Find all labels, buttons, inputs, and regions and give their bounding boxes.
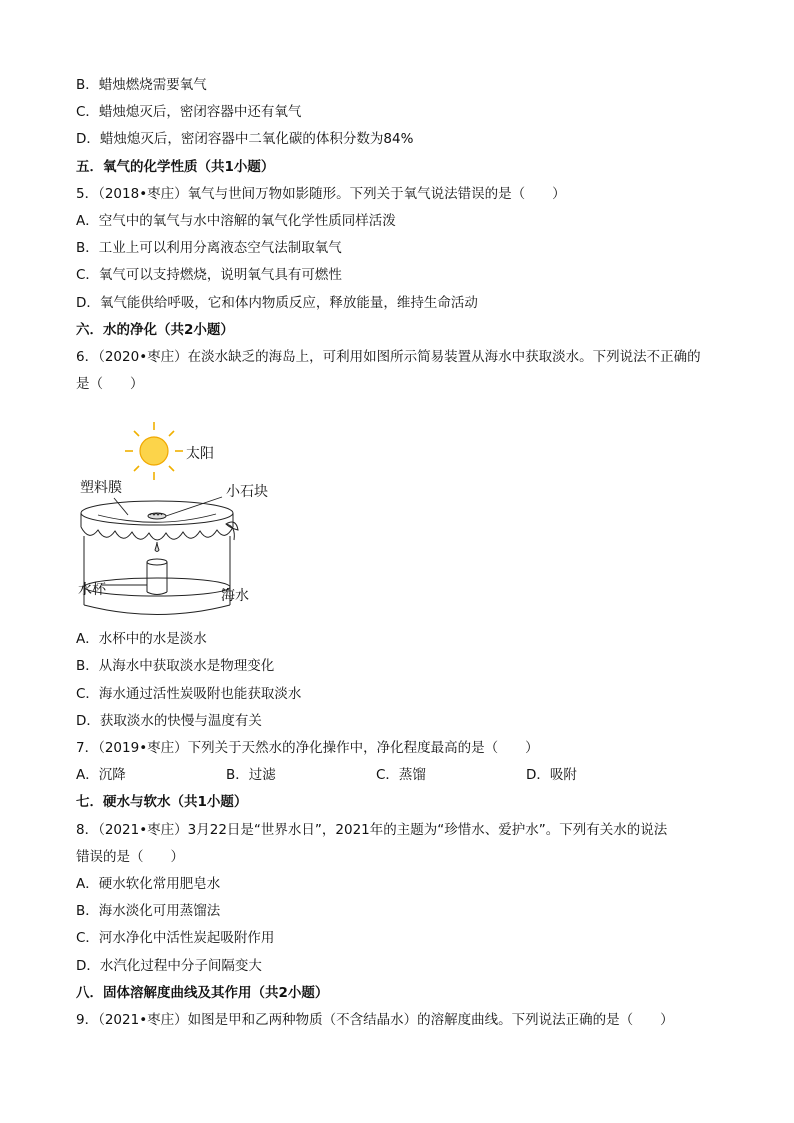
q8-option-a: A．硬水软化常用肥皂水: [76, 875, 221, 892]
label-seawater: 海水: [221, 588, 249, 605]
label-plastic-film: 塑料膜: [80, 480, 122, 497]
q5-option-b: B．工业上可以利用分离液态空气法制取氧气: [76, 240, 342, 257]
q5-option-a: A．空气中的氧气与水中溶解的氧气化学性质同样活泼: [76, 212, 396, 229]
q4-option-c: C．蜡烛熄灭后，密闭容器中还有氧气: [76, 104, 302, 121]
desalination-apparatus-drawing: [76, 400, 336, 626]
q7-options: [76, 762, 726, 789]
q9-stem: 9．（2021•枣庄）如图是甲和乙两种物质（不含结晶水）的溶解度曲线。下列说法正确的是（ ）: [76, 1011, 674, 1028]
q6-stem-line2: 是（ ）: [76, 376, 144, 393]
label-leader-lines: [102, 497, 230, 590]
q8-option-d: D．水汽化过程中分子间隔变大: [76, 957, 262, 974]
exam-page: [76, 72, 726, 1034]
q5-option-c: C．氧气可以支持燃烧，说明氧气具有可燃性: [76, 267, 342, 284]
q6-option-d: D．获取淡水的快慢与温度有关: [76, 712, 262, 729]
sun-icon: [125, 422, 183, 480]
label-cup: 水杯: [78, 582, 106, 599]
q7-option-a: A．沉降: [76, 767, 126, 784]
section-6-title: 六．水的净化（共2小题）: [76, 321, 234, 338]
q8-stem-line2: 错误的是（ ）: [76, 848, 184, 865]
q5-stem: 5．（2018•枣庄）氧气与世间万物如影随形。下列关于氧气说法错误的是（ ）: [76, 185, 566, 202]
section-5-title: 五．氧气的化学性质（共1小题）: [76, 158, 275, 175]
desalination-figure: [76, 400, 336, 626]
q4-option-b: B．蜡烛燃烧需要氧气: [76, 77, 207, 93]
q6-option-a: A．水杯中的水是淡水: [76, 631, 207, 648]
q8-option-b: B．海水淡化可用蒸馏法: [76, 903, 221, 920]
q8-stem-line1: 8．（2021•枣庄）3月22日是“世界水日”，2021年的主题为“珍惜水、爱护水”。下列有关水的说法: [76, 821, 668, 838]
q7-option-c: C．蒸馏: [376, 767, 426, 784]
label-sun: 太阳: [186, 446, 214, 463]
q7-option-b: B．过滤: [226, 767, 276, 784]
q8-option-c: C．河水净化中活性炭起吸附作用: [76, 930, 275, 947]
q6-option-c: C．海水通过活性炭吸附也能获取淡水: [76, 685, 302, 702]
q6-stem-line1: 6．（2020•枣庄）在淡水缺乏的海岛上，可利用如图所示简易装置从海水中获取淡水。下列说法不正确的: [76, 348, 701, 365]
label-small-stone: 小石块: [226, 484, 268, 501]
q6-option-b: B．从海水中获取淡水是物理变化: [76, 658, 275, 675]
section-7-title: 七．硬水与软水（共1小题）: [76, 794, 248, 811]
q7-stem: 7．（2019•枣庄）下列关于天然水的净化操作中，净化程度最高的是（ ）: [76, 740, 539, 756]
q7-option-d: D．吸附: [526, 767, 577, 784]
q5-option-d: D．氧气能供给呼吸，它和体内物质反应，释放能量，维持生命活动: [76, 294, 478, 311]
q4-option-d: D．蜡烛熄灭后，密闭容器中二氧化碳的体积分数为84%: [76, 131, 414, 148]
section-8-title: 八．固体溶解度曲线及其作用（共2小题）: [76, 984, 329, 1001]
